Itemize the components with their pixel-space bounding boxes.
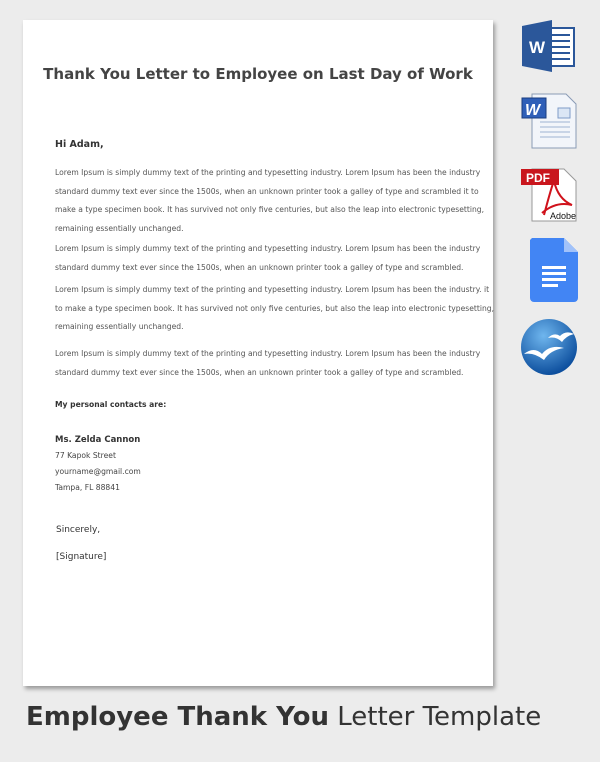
line: make a type specimen book. It has survived not only five centuries, but also the leap into electronic typesetting, <box>55 205 484 214</box>
closing: Sincerely, <box>56 525 101 535</box>
paragraph-2 <box>55 240 480 277</box>
page-heading <box>26 702 541 732</box>
svg-text:PDF: PDF <box>526 171 550 185</box>
pdf-icon[interactable] <box>520 165 578 227</box>
contact-email: yourname@gmail.com <box>55 467 141 476</box>
contact-city: Tampa, FL 88841 <box>55 483 120 492</box>
paragraph-3 <box>55 281 495 337</box>
heading-normal: Letter Template <box>337 702 542 732</box>
line: standard dummy text ever since the 1500s, when an unknown printer took a galley of type and scrambled it to <box>55 186 479 196</box>
contact-name: Ms. Zelda Cannon <box>55 435 141 445</box>
line: remaining essentially unchanged. <box>55 223 184 233</box>
google-docs-icon[interactable] <box>520 236 578 308</box>
paragraph-4 <box>55 345 480 382</box>
contacts-label: My personal contacts are: <box>55 400 167 409</box>
signature: [Signature] <box>56 552 107 562</box>
line: Lorem Ipsum is simply dummy text of the printing and typesetting industry. Lorem Ipsum has been the industry <box>55 168 481 177</box>
heading-bold: Employee Thank You <box>26 702 329 732</box>
line: standard dummy text ever since the 1500s, when an unknown printer took a galley of type and scrambled. <box>55 367 464 377</box>
line: Lorem Ipsum is simply dummy text of the printing and typesetting industry. Lorem Ipsum has been the industry. it <box>55 285 490 294</box>
contact-street: 77 Kapok Street <box>55 451 116 460</box>
greeting: Hi Adam, <box>55 139 104 150</box>
line: standard dummy text ever since the 1500s, when an unknown printer took a galley of type and scrambled. <box>55 262 464 272</box>
svg-text:W: W <box>525 102 541 119</box>
paragraph-1 <box>55 164 484 238</box>
contact-block <box>55 432 141 496</box>
openoffice-icon[interactable] <box>520 318 578 380</box>
letter-page <box>23 20 493 686</box>
line: to make a type specimen book. It has survived not only five centuries, but also the leap into electronic typesetting, <box>55 303 495 313</box>
word-2013-icon[interactable] <box>520 20 578 76</box>
line: Lorem Ipsum is simply dummy text of the printing and typesetting industry. Lorem Ipsum has been the industry <box>55 349 481 358</box>
word-doc-icon[interactable] <box>520 92 578 154</box>
letter-title: Thank You Letter to Employee on Last Day of Work <box>43 65 473 83</box>
line: Lorem Ipsum is simply dummy text of the printing and typesetting industry. Lorem Ipsum has been the industry <box>55 244 481 253</box>
line: remaining essentially unchanged. <box>55 322 184 331</box>
svg-text:W: W <box>529 38 546 57</box>
svg-text:Adobe: Adobe <box>550 211 577 221</box>
